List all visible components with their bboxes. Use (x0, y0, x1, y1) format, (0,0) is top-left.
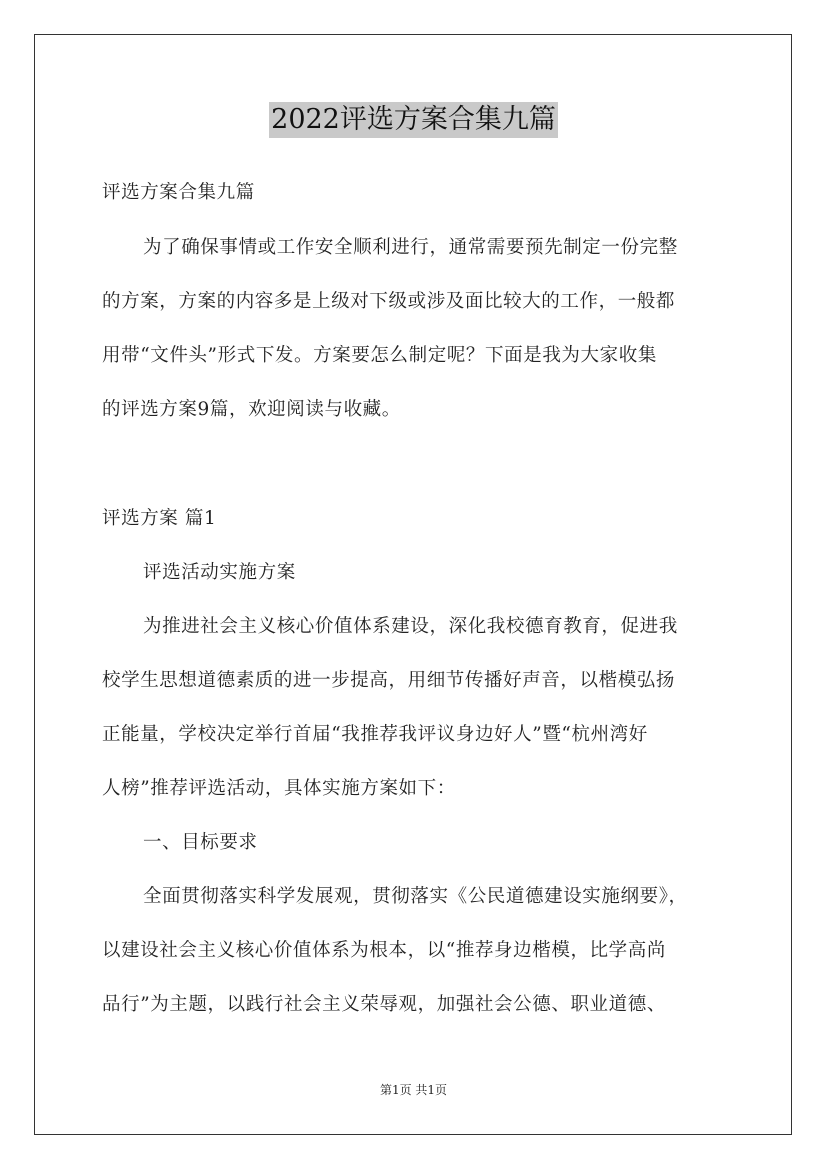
page-footer: 第1页 共1页 (379, 1083, 448, 1097)
paragraph-2-line-2: 以建设社会主义核心价值体系为根本，以“推荐身边楷模，比学高尚 (102, 940, 666, 961)
paragraph-1-line-2: 校学生思想道德素质的进一步提高，用细节传播好声音，以楷模弘扬 (102, 670, 676, 691)
paragraph-2-line-3: 品行”为主题，以践行社会主义荣辱观，加强社会公德、职业道德、 (102, 994, 666, 1015)
document-subtitle: 评选方案合集九篇 (102, 182, 255, 203)
plan-title: 评选活动实施方案 (143, 562, 296, 583)
heading-target-requirements: 一、目标要求 (143, 832, 258, 853)
paragraph-1-line-4: 人榜”推荐评选活动，具体实施方案如下： (102, 778, 456, 799)
intro-line-4: 的评选方案9篇，欢迎阅读与收藏。 (102, 399, 401, 420)
paragraph-1-line-3: 正能量，学校决定举行首届“我推荐我评议身边好人”暨“杭州湾好 (102, 724, 648, 745)
intro-line-2: 的方案，方案的内容多是上级对下级或涉及面比较大的工作，一般都 (102, 291, 676, 312)
intro-line-3: 用带“文件头”形式下发。方案要怎么制定呢？下面是我为大家收集 (102, 345, 657, 366)
paragraph-1-line-1: 为推进社会主义核心价值体系建设，深化我校德育教育，促进我 (143, 616, 678, 637)
section-heading: 评选方案 篇1 (102, 508, 217, 529)
paragraph-2-line-1: 全面贯彻落实科学发展观，贯彻落实《公民道德建设实施纲要》， (143, 886, 688, 907)
intro-line-1: 为了确保事情或工作安全顺利进行，通常需要预先制定一份完整 (143, 237, 678, 258)
title-container (0, 102, 827, 138)
document-title: 2022评选方案合集九篇 (269, 102, 558, 138)
